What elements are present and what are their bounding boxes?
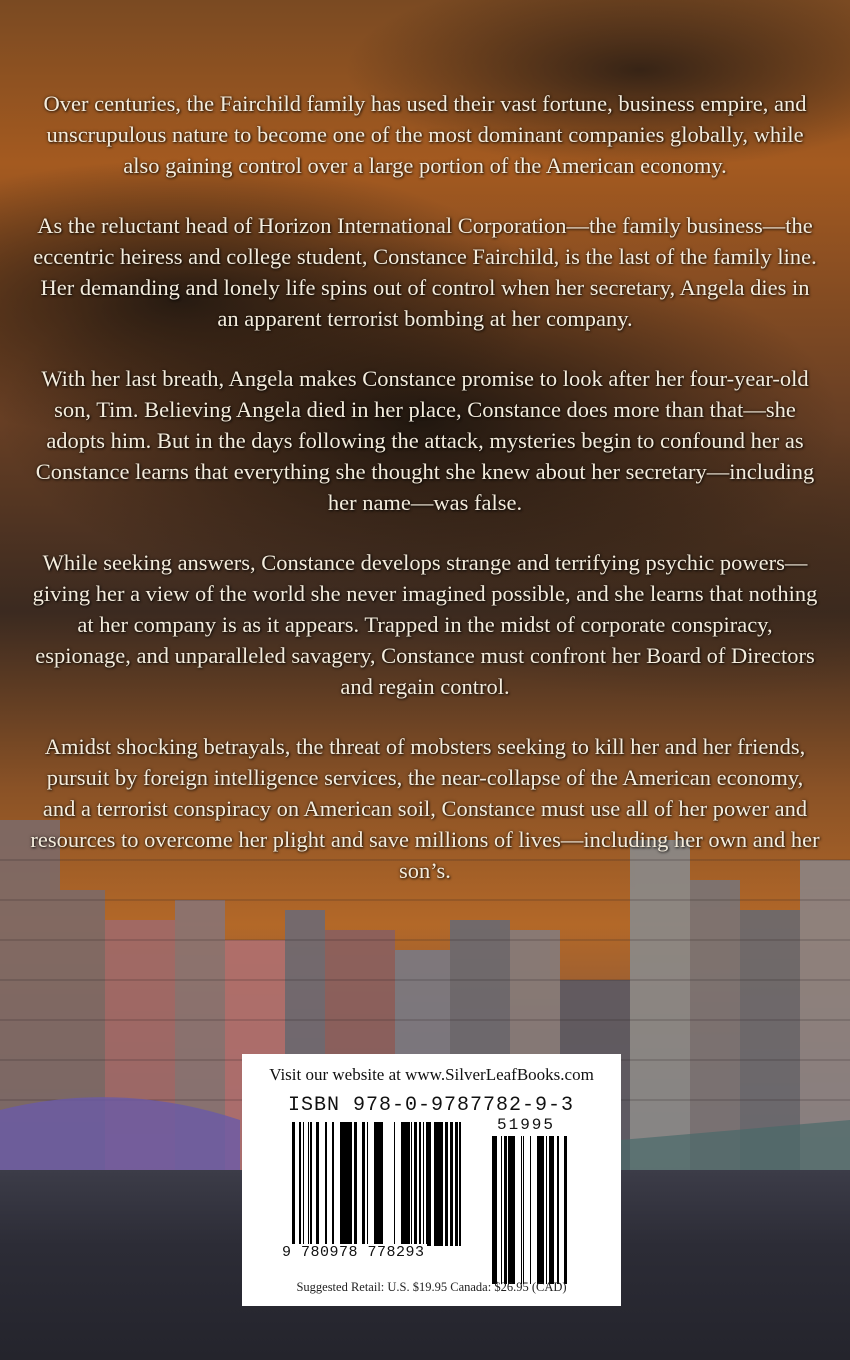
barcode-panel (242, 1054, 621, 1306)
isbn-digits: 9 780978 778293 (282, 1244, 425, 1261)
isbn-label: ISBN 978-0-9787782-9-3 (288, 1094, 575, 1117)
price-addon-number: 51995 (496, 1116, 555, 1134)
blurb-paragraph: With her last breath, Angela makes Constance promise to look after her four-year-old son, Tim. Believing Angela died in her place, Constance does more than that—she adopts him. But in the days following the attack, mysteries begin to confound her as Constance learns that everything she thought she knew about her secretary—including her name—was false. (35, 366, 815, 515)
blurb-paragraph: Amidst shocking betrayals, the threat of mobsters seeking to kill her and her friends, pursuit by foreign intelligence services, the near-collapse of the American economy, and a terrorist conspiracy on American soil, Constance must use all of her power and resources to overcome her plight and save millions of lives—including her own and her son’s. (30, 734, 820, 883)
suggested-retail-price: Suggested Retail: U.S. $19.95 Canada: $26.95 (CAD) (296, 1280, 567, 1294)
blurb-paragraph: While seeking answers, Constance develops strange and terrifying psychic powers—giving her a view of the world she never imagined possible, and she learns that nothing at her company is as it appears. Trapped in the midst of corporate conspiracy, espionage, and unparalleled savagery, Constance must confront her Board of Directors and regain control. (32, 550, 818, 699)
back-cover-blurb (30, 88, 820, 915)
blurb-paragraph: Over centuries, the Fairchild family has used their vast fortune, business empire, and unscrupulous nature to become one of the most dominant companies globally, while also gaining control over a large portion of the American economy. (43, 91, 807, 178)
price-addon-barcode (485, 1136, 567, 1284)
blurb-paragraph: As the reluctant head of Horizon International Corporation—the family business—the eccentric heiress and college student, Constance Fairchild, is the last of the family line. Her demanding and lonely life spins out of control when her secretary, Angela dies in an apparent terrorist bombing at her company. (33, 213, 817, 331)
website-text: Visit our website at www.SilverLeafBooks.com (269, 1065, 594, 1084)
